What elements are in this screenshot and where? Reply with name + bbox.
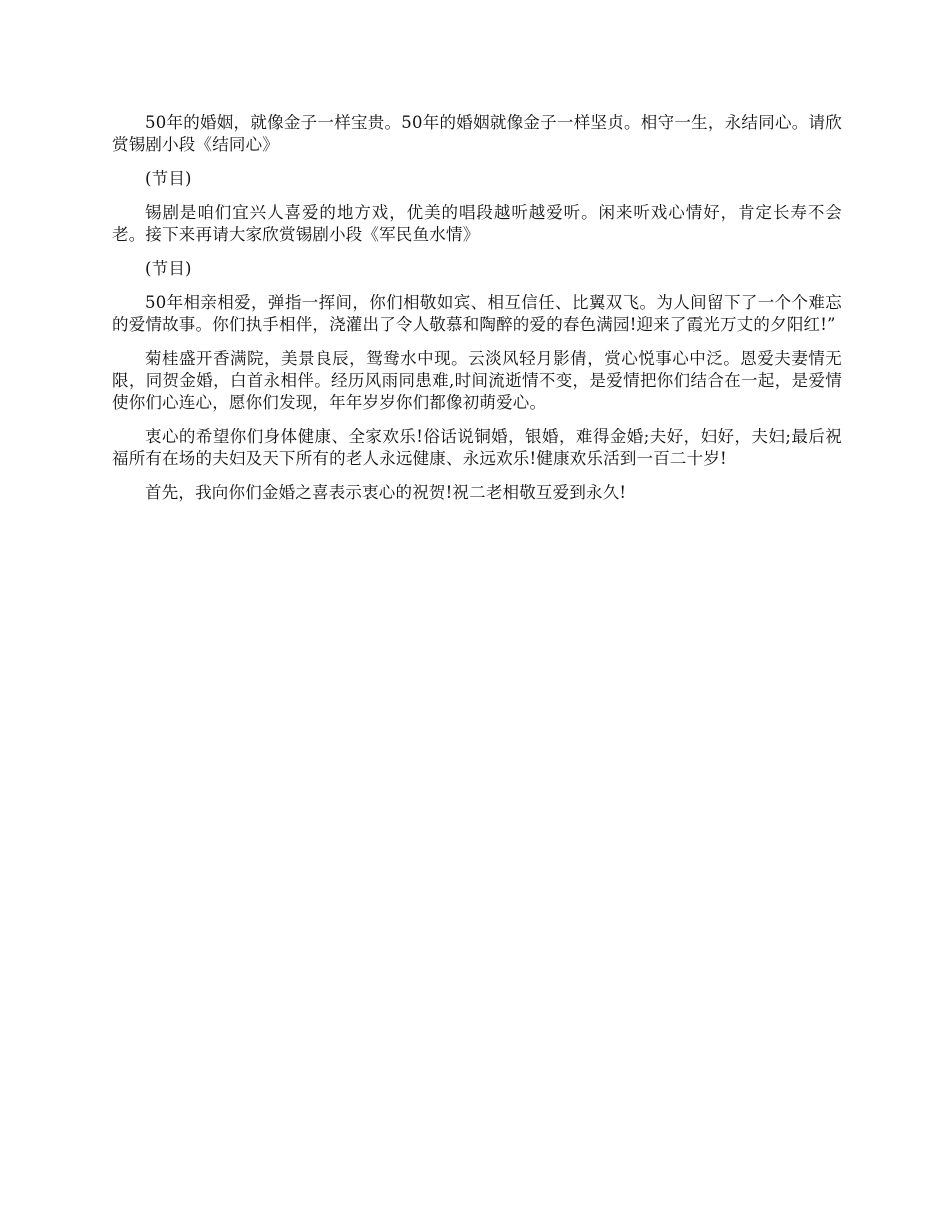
paragraph-program-1: (节目) (145, 169, 192, 188)
paragraph-intro-golden-marriage: 50年的婚姻，就像金子一样宝贵。50年的婚姻就像金子一样坚贞。相守一生，永结同心。请欣赏锡剧小段《结同心》 (112, 113, 842, 154)
document-page (112, 112, 842, 516)
paragraph-xi-opera: 锡剧是咱们宜兴人喜爱的地方戏，优美的唱段越听越爱听。闲来听戏心情好，肯定长寿不会老。接下来再请大家欣赏锡剧小段《军民鱼水情》 (112, 203, 842, 244)
paragraph-poem-blessing: 菊桂盛开香满院，美景良辰，鸳鸯水中现。云淡风轻月影倩，赏心悦事心中泛。恩爱夫妻情无限，同贺金婚，白首永相伴。经历风雨同患难,时间流逝情不变，是爱情把你们结合在一起，是爱情使你们心连心，愿你们发现，年年岁岁你们都像初萌爱心。 (112, 349, 842, 412)
paragraph-congratulations: 首先，我向你们金婚之喜表示衷心的祝贺!祝二老相敬互爱到永久! (145, 483, 627, 502)
paragraph-program-2: (节目) (145, 259, 192, 278)
paragraph-fifty-years-love: 50年相亲相爱，弹指一挥间，你们相敬如宾、相互信任、比翼双飞。为人间留下了一个个难忘的爱情故事。你们执手相伴，浇灌出了令人敬慕和陶醉的爱的春色满园!迎来了霞光万丈的夕阳红!” (112, 293, 842, 334)
paragraph-wishes: 衷心的希望你们身体健康、全家欢乐!俗话说铜婚，银婚，难得金婚;夫好，妇好，夫妇;最后祝福所有在场的夫妇及天下所有的老人永远健康、永远欢乐!健康欢乐活到一百二十岁! (112, 427, 842, 468)
